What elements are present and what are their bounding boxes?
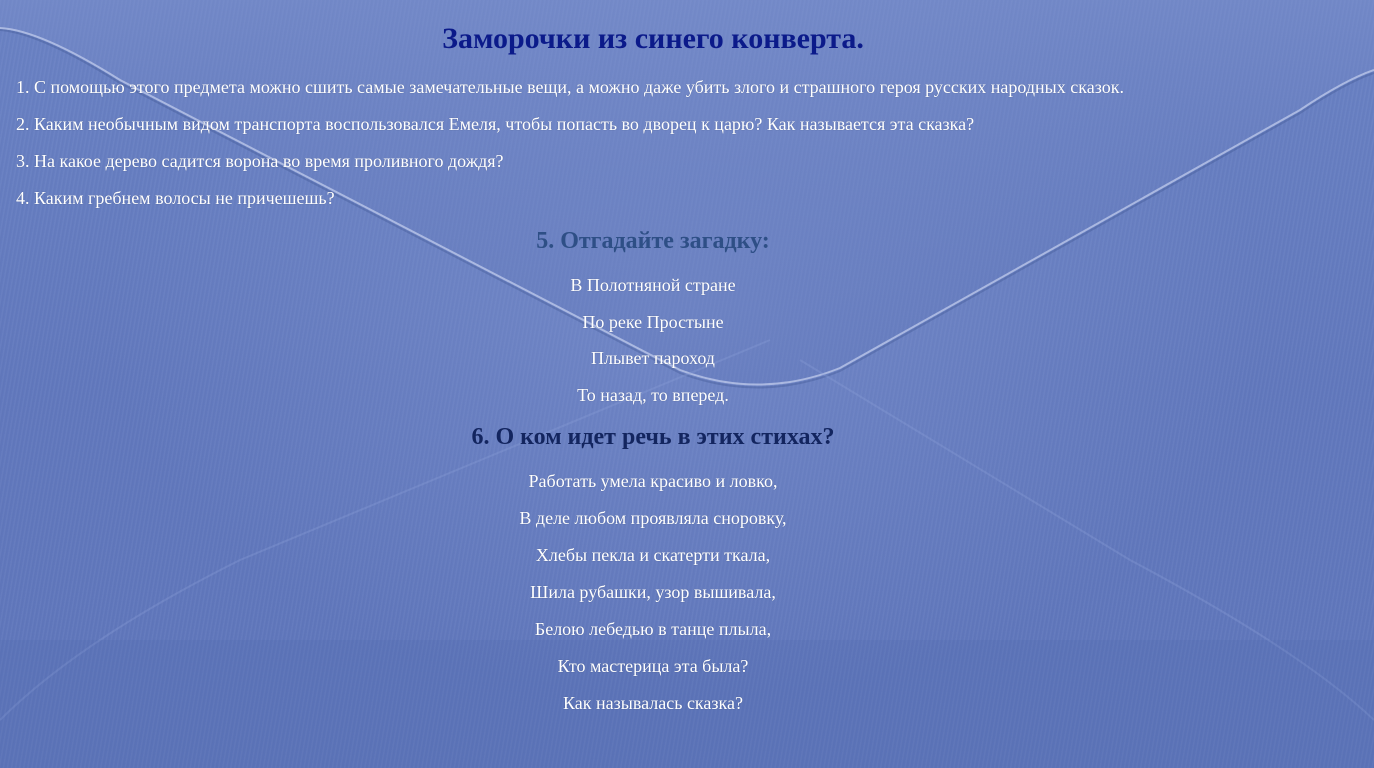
poem-line: Хлебы пекла и скатерти ткала, <box>535 545 771 565</box>
riddle-line: В Полотняной стране <box>570 275 736 295</box>
poem-line: В деле любом проявляла сноровку, <box>519 508 787 528</box>
page-title: Заморочки из синего конверта. <box>442 22 864 55</box>
question-3: 3. На какое дерево садится ворона во время проливного дождя? <box>16 151 504 171</box>
question-2: 2. Каким необычным видом транспорта воспользовался Емеля, чтобы попасть во дворец к царю? Как называется эта сказка? <box>16 114 975 134</box>
riddle-line: По реке Простыне <box>582 312 724 332</box>
question-4: 4. Каким гребнем волосы не причешешь? <box>16 188 335 208</box>
poem-line: Шила рубашки, узор вышивала, <box>530 582 776 602</box>
riddle-heading: 5. Отгадайте загадку: <box>536 228 770 254</box>
poem-line: Как называлась сказка? <box>563 693 743 713</box>
poem-heading: 6. О ком идет речь в этих стихах? <box>471 424 835 450</box>
poem-line: Работать умела красиво и ловко, <box>528 471 778 491</box>
riddle-line: То назад, то вперед. <box>577 385 729 405</box>
question-1: 1. С помощью этого предмета можно сшить самые замечательные вещи, а можно даже убить злого и страшного героя русских народных сказок. <box>16 77 1124 97</box>
poem-line: Белою лебедью в танце плыла, <box>534 619 772 639</box>
poem-line: Кто мастерица эта была? <box>557 656 749 676</box>
riddle-line: Плывет пароход <box>591 348 715 368</box>
